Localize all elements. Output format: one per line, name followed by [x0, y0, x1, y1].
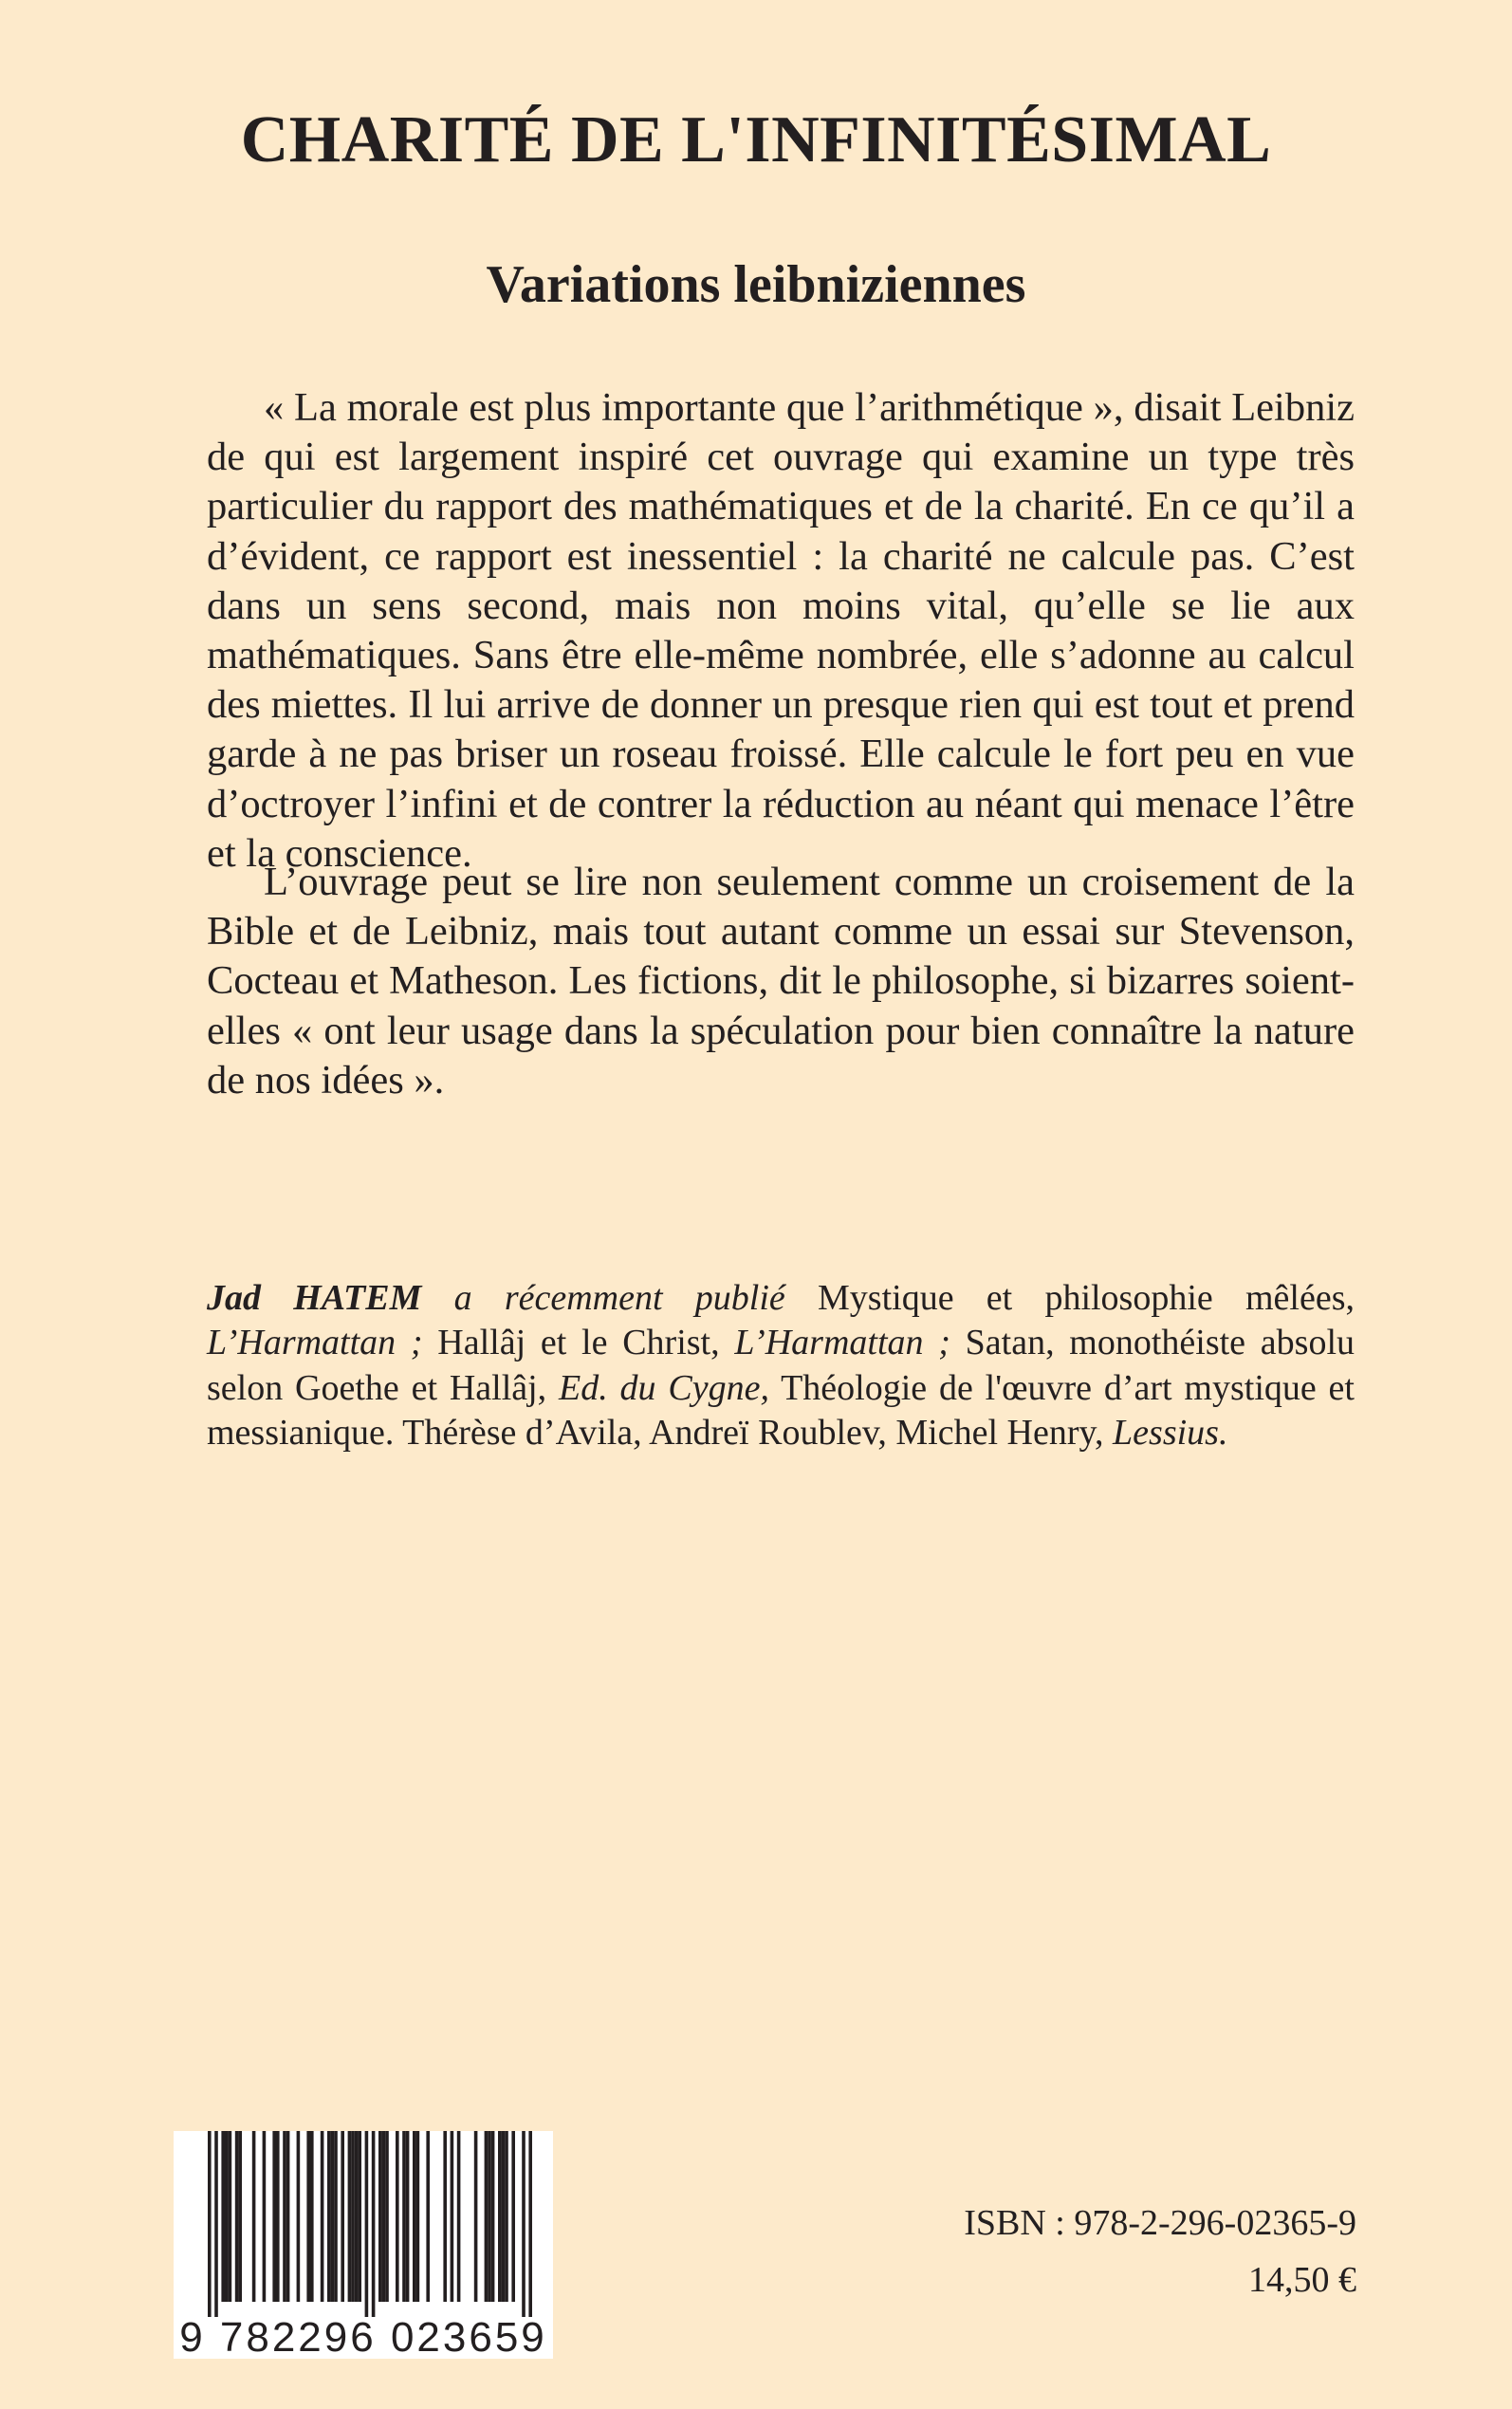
- barcode-bar: [238, 2131, 242, 2302]
- barcode-bar: [286, 2131, 290, 2302]
- barcode-bar: [225, 2131, 229, 2302]
- barcode-bar: [348, 2131, 352, 2302]
- barcode-bar: [372, 2131, 376, 2317]
- blurb-paragraph-1-text: « La morale est plus importante que l’arithmétique », disait Leibniz de qui est largement inspiré cet ouvrage qui examine un type très particulier du rapport des mathématiques et de la charité. En ce qu’il a d’évident, ce rapport est inessentiel : la charité ne calcule pas. C’est dans un sens second, mais non moins vital, qu’elle se lie aux mathématiques. Sans être elle-même nombrée, elle s’adonne au calcul des miettes. Il lui arrive de donner un presque rien qui est tout et prend garde à ne pas briser un roseau froissé. Elle calcule le fort peu en vue d’octroyer l’infini et de contrer la réduction au néant qui menace l’être et la conscience.: [207, 385, 1355, 876]
- blurb-paragraph-2: [207, 858, 1355, 1105]
- barcode: [174, 2131, 553, 2359]
- barcode-bar: [252, 2131, 256, 2302]
- barcode-bar: [488, 2131, 491, 2302]
- barcode-bar: [272, 2131, 276, 2302]
- barcode-bar: [229, 2131, 232, 2302]
- barcode-bar: [310, 2131, 314, 2302]
- barcode-bar: [382, 2131, 386, 2302]
- barcode-bar: [331, 2131, 335, 2302]
- barcode-bar: [416, 2131, 420, 2302]
- barcode-bar: [443, 2131, 447, 2302]
- barcode-bar: [306, 2131, 310, 2302]
- book-subtitle: Variations leibniziennes: [486, 255, 1026, 314]
- barcode-bar: [355, 2131, 359, 2302]
- book-title: CHARITÉ DE L'INFINITÉSIMAL: [240, 103, 1272, 176]
- barcode-bar: [406, 2131, 410, 2302]
- author-name: Jad HATEM: [207, 1278, 422, 1318]
- blurb-paragraph-1: [207, 383, 1355, 879]
- barcode-bar: [221, 2131, 225, 2302]
- publisher-2: L’Harmattan ;: [734, 1323, 950, 1363]
- publisher-3: Ed. du Cygne,: [559, 1367, 769, 1408]
- barcode-bar: [297, 2131, 301, 2302]
- barcode-bar: [485, 2131, 489, 2302]
- barcode-bar: [511, 2131, 515, 2302]
- barcode-bar: [276, 2131, 280, 2302]
- barcode-bar: [341, 2131, 344, 2302]
- barcode-bar: [351, 2131, 355, 2302]
- price: 14,50 €: [1248, 2260, 1356, 2300]
- barcode-bar: [321, 2131, 324, 2302]
- work-title-2: Hallâj et le Christ,: [437, 1323, 720, 1363]
- barcode-bar: [505, 2131, 508, 2302]
- work-title-3: Satan, monothéiste absolu selon Goethe et Hallâj,: [207, 1323, 1355, 1408]
- barcode-bar: [396, 2131, 399, 2302]
- barcode-bar: [451, 2131, 454, 2302]
- barcode-bar: [263, 2131, 267, 2302]
- blurb-paragraph-2-text: L’ouvrage peut se lire non seulement comme un croisement de la Bible et de Leibniz, mais tout autant comme un essai sur Stevenson, Cocteau et Matheson. Les fictions, dit le philosophe, si bizarres soient-elles « ont leur usage dans la spéculation pour bien connaître la nature de nos idées ».: [207, 860, 1355, 1103]
- barcode-bar: [528, 2131, 532, 2317]
- barcode-bar: [402, 2131, 406, 2302]
- isbn: ISBN : 978-2-296-02365-9: [964, 2203, 1356, 2243]
- author-intro: a récemment publié: [453, 1278, 785, 1318]
- barcode-bar: [365, 2131, 369, 2317]
- barcode-bar: [498, 2131, 502, 2302]
- barcode-bar: [413, 2131, 416, 2302]
- barcode-bar: [426, 2131, 430, 2302]
- barcode-bar: [358, 2131, 361, 2302]
- barcode-bar: [214, 2131, 218, 2317]
- barcode-bar: [457, 2131, 461, 2302]
- barcode-bar: [378, 2131, 382, 2302]
- barcode-bar: [491, 2131, 495, 2302]
- barcode-bar: [327, 2131, 331, 2302]
- barcode-bar: [235, 2131, 239, 2302]
- publisher-4: Lessius.: [1113, 1413, 1228, 1454]
- barcode-bar: [502, 2131, 506, 2302]
- barcode-bar: [334, 2131, 338, 2302]
- barcode-number: 9 782296 023659: [179, 2314, 547, 2359]
- work-title-1: Mystique et philosophie mêlées,: [818, 1278, 1355, 1318]
- work-title-4: Théologie de l'œuvre d’art mystique et messianique. Thérèse d’Avila, Andreï Roublev, Michel Henry,: [207, 1367, 1355, 1454]
- publisher-1: L’Harmattan ;: [207, 1323, 423, 1363]
- barcode-bar: [385, 2131, 389, 2302]
- barcode-bar: [208, 2131, 212, 2317]
- author-note: [207, 1276, 1355, 1456]
- barcode-bar: [474, 2131, 478, 2302]
- barcode-bar: [283, 2131, 286, 2302]
- barcode-bar: [522, 2131, 526, 2317]
